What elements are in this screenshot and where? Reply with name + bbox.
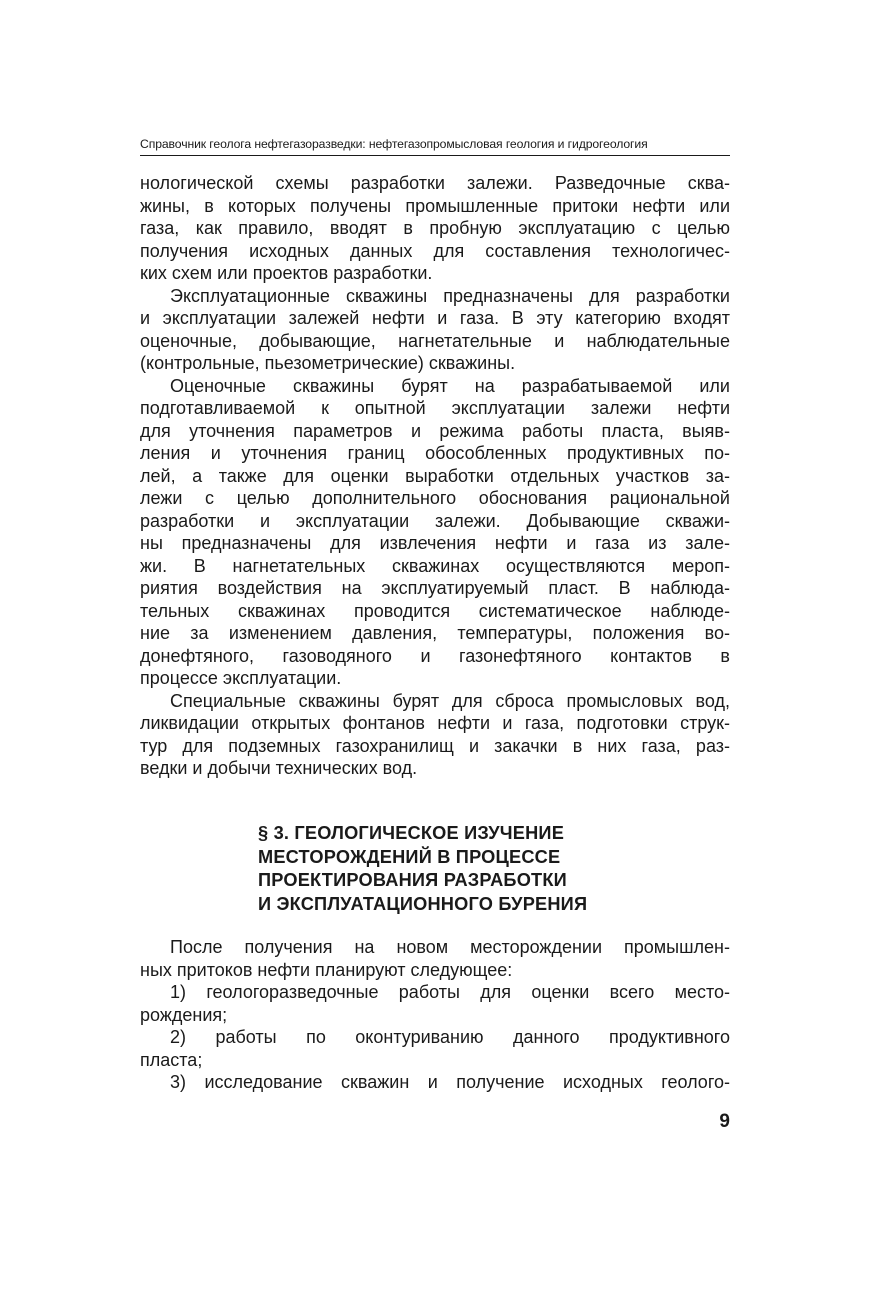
text-line: тельных скважинах проводится систематическое наблюде-: [140, 600, 730, 621]
text-line: жи. В нагнетательных скважинах осуществляются мероп-: [140, 555, 730, 576]
section-heading: [258, 822, 678, 916]
text-line: процессе эксплуатации.: [140, 668, 342, 688]
paragraph-production-wells: [140, 285, 730, 375]
text-line: ных притоков нефти планируют следующее:: [140, 959, 513, 980]
text-line: газа, как правило, вводят в пробную эксплуатацию с целью: [140, 218, 730, 238]
text-line: риятия воздействия на эксплуатируемый пласт. В наблюда-: [140, 578, 730, 598]
text-line: жины, в которых получены промышленные притоки нефти или: [140, 195, 730, 216]
text-line: Эксплуатационные скважины предназначены для разработки: [170, 285, 730, 306]
text-line: оценочные, добывающие, нагнетательные и наблюдательные: [140, 330, 730, 351]
text-line: донефтяного, газоводяного и газонефтяного контактов в: [140, 645, 730, 666]
text-line: Специальные скважины бурят для сброса промысловых вод,: [170, 690, 730, 711]
text-line: лежи с целью дополнительного обоснования рациональной: [140, 488, 730, 508]
text-line: (контрольные, пьезометрические) скважины.: [140, 353, 516, 373]
header-rule: [140, 155, 730, 156]
paragraph-continuation: [140, 172, 730, 285]
heading-line: МЕСТОРОЖДЕНИЙ В ПРОЦЕССЕ: [258, 846, 561, 867]
text-line: Оценочные скважины бурят на разрабатываемой или: [170, 375, 730, 396]
text-line: лей, а также для оценки выработки отдельных участков за-: [140, 465, 730, 486]
heading-line: § 3. ГЕОЛОГИЧЕСКОЕ ИЗУЧЕНИЕ: [258, 823, 565, 843]
list-item-3: [140, 1071, 730, 1094]
text-line: ких схем или проектов разработки.: [140, 263, 433, 283]
running-head: Справочник геолога нефтегазоразведки: нефтегазопромысловая геология и гидрогеология: [140, 137, 648, 151]
text-line: получения исходных данных для составления технологичес-: [140, 240, 730, 261]
text-line: ведки и добычи технических вод.: [140, 758, 418, 778]
paragraph-appraisal-wells: [140, 375, 730, 690]
paragraph-special-wells: [140, 690, 730, 780]
text-line: После получения на новом месторождении промышлен-: [170, 937, 730, 957]
heading-line: ПРОЕКТИРОВАНИЯ РАЗРАБОТКИ: [258, 870, 567, 890]
heading-line: И ЭКСПЛУАТАЦИОННОГО БУРЕНИЯ: [258, 893, 588, 914]
text-line: разработки и эксплуатации залежи. Добывающие скважи-: [140, 510, 730, 531]
book-page: [140, 0, 730, 1294]
text-line: тур для подземных газохранилищ и закачки в них газа, раз-: [140, 735, 730, 756]
text-line: ления и уточнения границ обособленных продуктивных по-: [140, 443, 730, 463]
text-line: нологической схемы разработки залежи. Разведочные сква-: [140, 173, 730, 193]
page-number: 9: [719, 1111, 730, 1132]
text-line: 2) работы по оконтуриванию данного продуктивного: [170, 1027, 730, 1047]
text-line: 1) геологоразведочные работы для оценки всего место-: [170, 982, 730, 1002]
body-text-section-3: [140, 936, 730, 1094]
list-item-1: [140, 981, 730, 1026]
text-line: рождения;: [140, 1004, 228, 1025]
text-line: ликвидации открытых фонтанов нефти и газа, подготовки струк-: [140, 713, 730, 733]
body-text-section-2: [140, 172, 730, 780]
text-line: для уточнения параметров и режима работы пласта, выяв-: [140, 420, 730, 441]
paragraph-planning-intro: [140, 936, 730, 981]
text-line: и эксплуатации залежей нефти и газа. В эту категорию входят: [140, 308, 730, 328]
text-line: пласта;: [140, 1049, 203, 1070]
text-line: 3) исследование скважин и получение исходных геолого-: [170, 1072, 730, 1092]
list-item-2: [140, 1026, 730, 1071]
text-line: ны предназначены для извлечения нефти и газа из зале-: [140, 533, 730, 553]
text-line: подготавливаемой к опытной эксплуатации залежи нефти: [140, 398, 730, 418]
text-line: ние за изменением давления, температуры, положения во-: [140, 623, 730, 643]
